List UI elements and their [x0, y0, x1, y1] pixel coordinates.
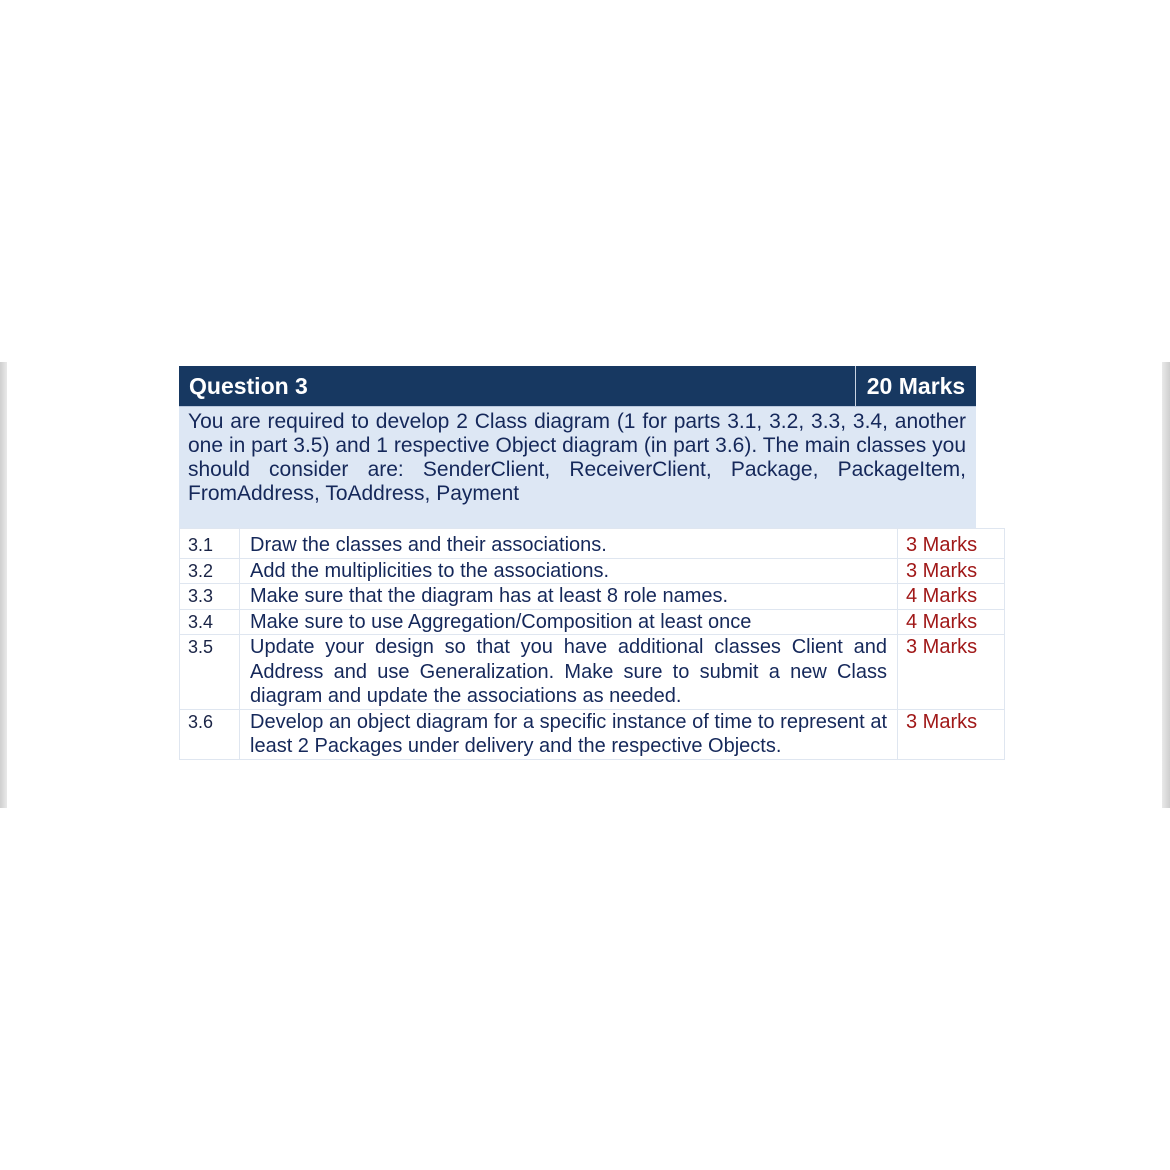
part-marks: 4 Marks: [898, 584, 1005, 610]
part-description: Make sure to use Aggregation/Composition at least once: [240, 609, 898, 635]
table-row: [180, 709, 1005, 759]
table-row: [180, 584, 1005, 610]
part-number: 3.4: [180, 609, 240, 635]
part-number: 3.5: [180, 635, 240, 710]
part-number: 3.6: [180, 709, 240, 759]
question-title: Question 3: [189, 372, 308, 399]
part-description: Develop an object diagram for a specific instance of time to represent at least 2 Packages under delivery and the respective Objects.: [240, 709, 898, 759]
part-number: 3.1: [180, 529, 240, 559]
part-marks: 3 Marks: [898, 635, 1005, 710]
part-description: Add the multiplicities to the associations.: [240, 558, 898, 584]
left-edge-shadow: [0, 362, 7, 808]
part-marks: 3 Marks: [898, 709, 1005, 759]
question-header: [179, 366, 976, 406]
question-intro: You are required to develop 2 Class diagram (1 for parts 3.1, 3.2, 3.3, 3.4, another one in part 3.5) and 1 respective Object diagram (in part 3.6). The main classes you should consider are: SenderClient, ReceiverClient, Package, PackageItem, FromAddress, ToAddress, Payment: [179, 406, 976, 528]
part-number: 3.2: [180, 558, 240, 584]
parts-table: [179, 528, 1005, 760]
part-description: Make sure that the diagram has at least 8 role names.: [240, 584, 898, 610]
part-marks: 3 Marks: [898, 529, 1005, 559]
part-marks: 4 Marks: [898, 609, 1005, 635]
part-marks: 3 Marks: [898, 558, 1005, 584]
part-description: Draw the classes and their associations.: [240, 529, 898, 559]
right-edge-shadow: [1162, 362, 1170, 808]
table-row: [180, 558, 1005, 584]
question-total-marks: 20 Marks: [855, 366, 976, 406]
table-row: [180, 529, 1005, 559]
table-row: [180, 609, 1005, 635]
table-row: [180, 635, 1005, 710]
part-description: Update your design so that you have additional classes Client and Address and use Generalization. Make sure to submit a new Class diagram and update the associations as needed.: [240, 635, 898, 710]
part-number: 3.3: [180, 584, 240, 610]
question-box: [179, 366, 976, 760]
